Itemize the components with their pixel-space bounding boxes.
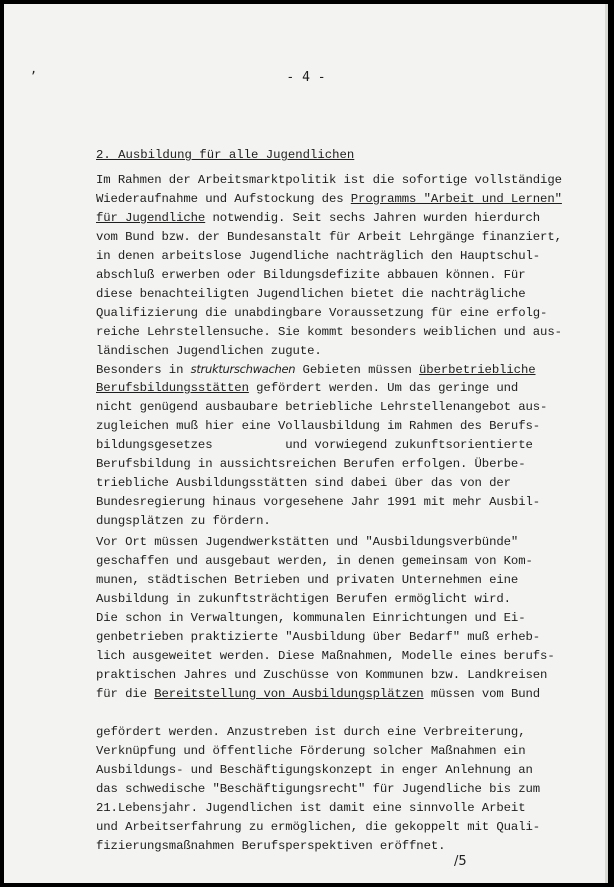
- text-line: fizierungsmaßnahmen Berufsperspektiven eröffnet.: [96, 839, 446, 853]
- text-line: lich ausgeweitet werden. Diese Maßnahmen, Modelle eines berufs-: [96, 649, 555, 663]
- text-line: dungsplätzen zu fördern.: [96, 514, 271, 528]
- text-line: in denen arbeitslose Jugendliche nachträglich den Hauptschul-: [96, 249, 541, 263]
- page-edge: [605, 4, 608, 883]
- continuation-mark: /5: [454, 854, 467, 869]
- text-line: für die Bereitstellung von Ausbildungsplätzen müssen vom Bund: [96, 687, 541, 701]
- paragraph-3: [96, 533, 555, 856]
- underlined-text: für Jugendliche: [96, 211, 206, 225]
- underlined-text: überbetriebliche: [419, 363, 536, 377]
- text-line: Im Rahmen der Arbeitsmarktpolitik ist die sofortige vollständige: [96, 173, 562, 187]
- text-line: gefördert werden. Anzustreben ist durch eine Verbreiterung,: [96, 725, 526, 739]
- text-line: praktischen Jahres und Zuschüsse von Kommunen bzw. Landkreisen: [96, 668, 548, 682]
- text-line: nicht genügend ausbaubare betriebliche Lehrstellenangebot aus-: [96, 400, 548, 414]
- handwritten-insert: strukturschwachen: [190, 362, 296, 376]
- text-line: diese benachteiligten Jugendlichen bietet die nachträgliche: [96, 287, 526, 301]
- text-line: Berufsbildungsstätten gefördert werden. Um das geringe und: [96, 381, 519, 395]
- text-line: Bundesregierung hinaus vorgesehene Jahr 1991 mit mehr Ausbil-: [96, 495, 541, 509]
- text-line: ländischen Jugendlichen zugute.: [96, 344, 322, 358]
- text-line: Ausbildungs- und Beschäftigungskonzept in enger Anlehnung an: [96, 763, 533, 777]
- text-line: munen, städtischen Betrieben und privaten Unternehmen eine: [96, 573, 519, 587]
- text-line: und Arbeitserfahrung zu ermöglichen, die gekoppelt mit Quali-: [96, 820, 541, 834]
- text-line: Qualifizierung die unabdingbare Voraussetzung für eine erfolg-: [96, 306, 548, 320]
- text-line: bildungsgesetzes und vorwiegend zukunftsorientierte: [96, 438, 533, 452]
- underlined-text: Berufsbildungsstätten: [96, 381, 249, 395]
- margin-mark: ,: [30, 62, 38, 76]
- text-line: genbetrieben praktizierte "Ausbildung über Bedarf" muß erheb-: [96, 630, 541, 644]
- section-heading: 2. Ausbildung für alle Jugendlichen: [96, 148, 355, 162]
- page-number: - 4 -: [286, 70, 326, 85]
- document-page: [4, 4, 608, 883]
- text-line: abschluß erwerben oder Bildungsdefizite abbauen können. Für: [96, 268, 526, 282]
- text-line: Wiederaufnahme und Aufstockung des Programms "Arbeit und Lernen": [96, 192, 562, 206]
- text-line: zugleichen muß hier eine Vollausbildung im Rahmen des Berufs-: [96, 419, 541, 433]
- text-line: [96, 704, 555, 723]
- paragraph-2: [96, 360, 547, 550]
- text-line: Verknüpfung und öffentliche Förderung solcher Maßnahmen ein: [96, 744, 526, 758]
- text-line: triebliche Ausbildungsstätten sind dabei über das von der: [96, 476, 511, 490]
- text-line: das schwedische "Beschäftigungsrecht" für Jugendliche bis zum: [96, 782, 541, 796]
- text-line: Ausbildung in zukunftsträchtigen Berufen ermöglicht wird.: [96, 592, 511, 606]
- text-line: 21.Lebensjahr. Jugendlichen ist damit eine sinnvolle Arbeit: [96, 801, 526, 815]
- text-line: reiche Lehrstellensuche. Sie kommt besonders weiblichen und aus-: [96, 325, 562, 339]
- text-line: Die schon in Verwaltungen, kommunalen Einrichtungen und Ei-: [96, 611, 526, 625]
- paragraph-1: [96, 171, 562, 361]
- text-line: Berufsbildung in aussichtsreichen Berufen erfolgen. Überbe-: [96, 457, 526, 471]
- text-line: geschaffen und ausgebaut werden, in denen gemeinsam von Kom-: [96, 554, 533, 568]
- underlined-text: Programms "Arbeit und Lernen": [350, 192, 562, 206]
- text-line: vom Bund bzw. der Bundesanstalt für Arbeit Lehrgänge finanziert,: [96, 230, 562, 244]
- text-line: Vor Ort müssen Jugendwerkstätten und "Ausbildungsverbünde": [96, 535, 519, 549]
- underlined-text: Bereitstellung von Ausbildungsplätzen: [154, 687, 424, 701]
- text-line: für Jugendliche notwendig. Seit sechs Jahren wurden hierdurch: [96, 211, 541, 225]
- text-line: Besonders in strukturschwachen Gebieten müssen überbetriebliche: [96, 362, 536, 377]
